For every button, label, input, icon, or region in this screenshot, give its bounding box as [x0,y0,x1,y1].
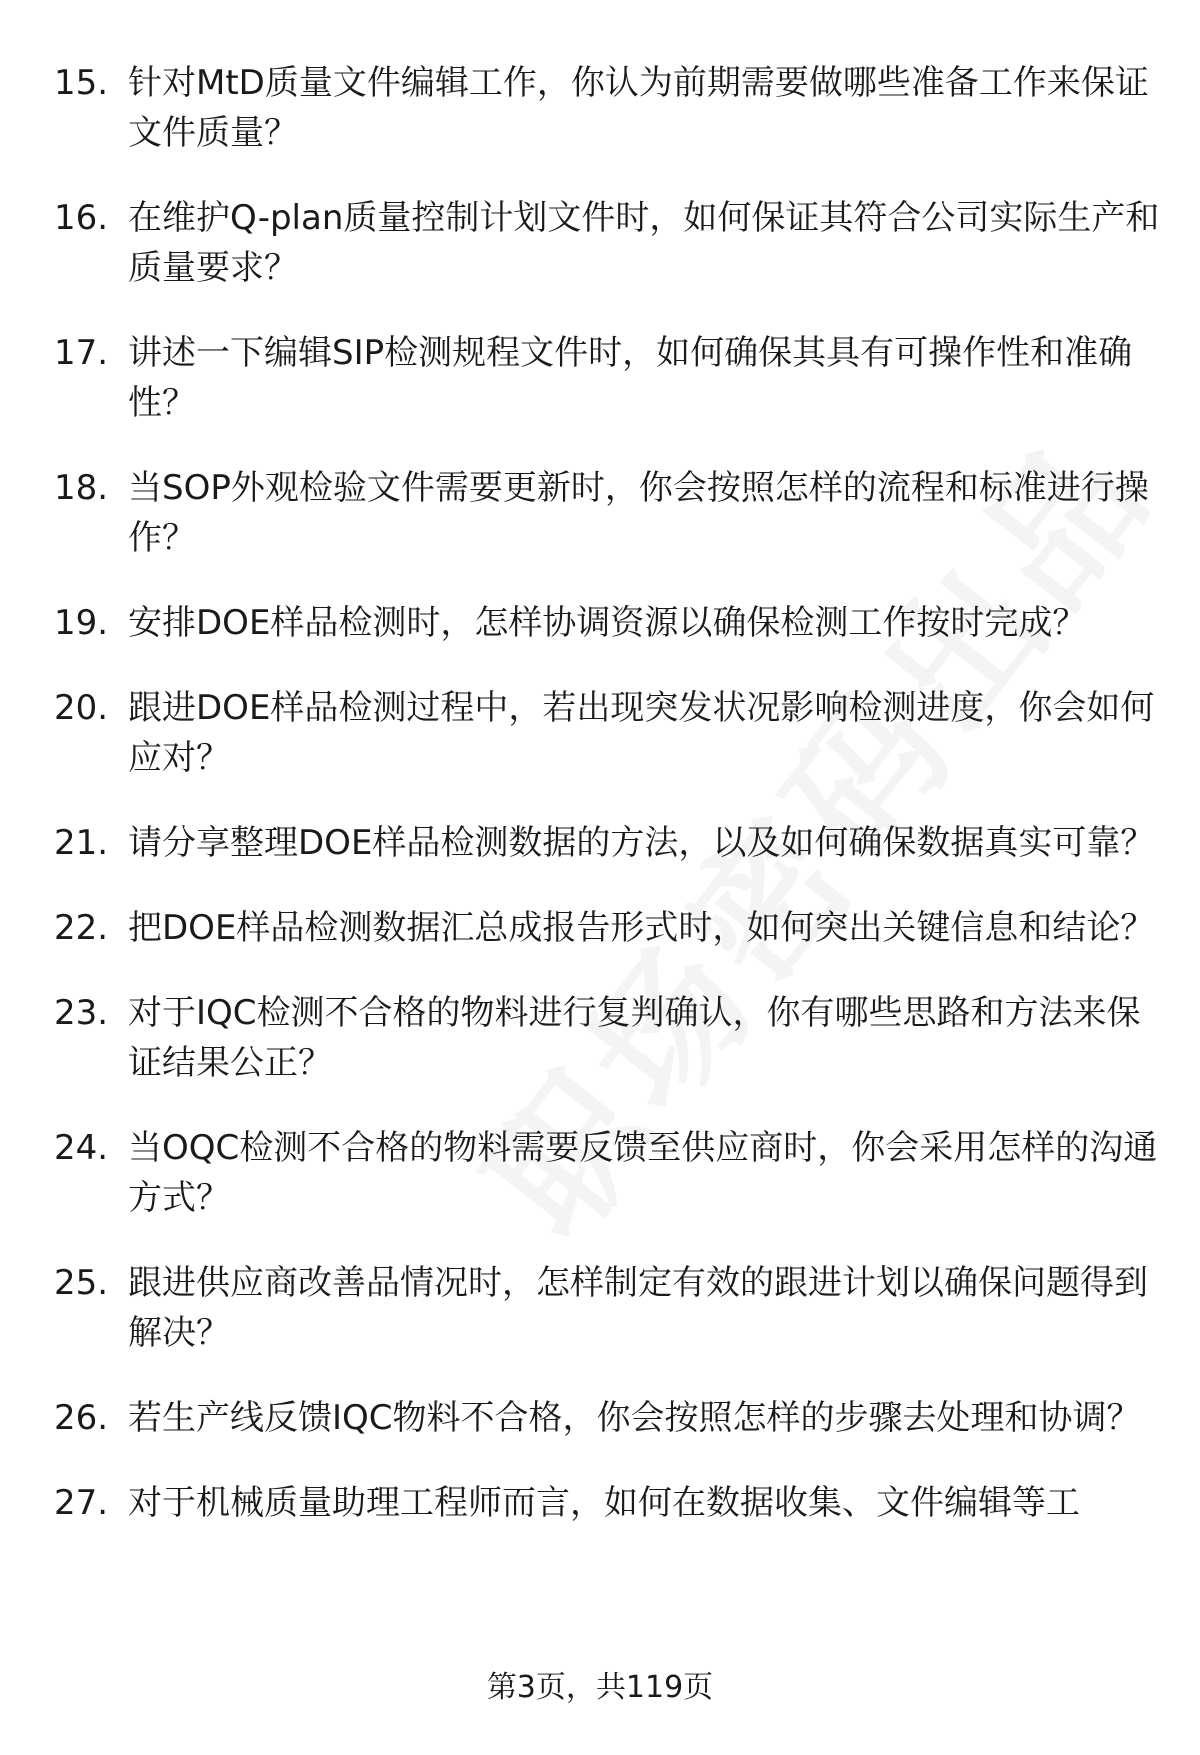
question-item [54,58,1164,158]
question-item [54,903,1164,953]
question-item [54,1478,1164,1528]
question-text: 当SOP外观检验文件需要更新时，你会按照怎样的流程和标准进行操作？ [128,468,1149,558]
question-number: 23. [54,993,109,1033]
question-text: 对于机械质量助理工程师而言，如何在数据收集、文件编辑等工 [128,1483,1080,1523]
question-item [54,1258,1164,1358]
question-item [54,818,1164,868]
question-number: 24. [54,1128,109,1168]
question-text: 把DOE样品检测数据汇总成报告形式时，如何突出关键信息和结论？ [128,908,1155,948]
question-item [54,1393,1164,1443]
question-text: 在维护Q-plan质量控制计划文件时，如何保证其符合公司实际生产和质量要求？ [128,198,1160,288]
question-item [54,1123,1164,1223]
question-item [54,988,1164,1088]
question-text: 讲述一下编辑SIP检测规程文件时，如何确保其具有可操作性和准确性？ [128,333,1133,423]
question-item [54,463,1164,563]
question-number: 27. [54,1483,109,1523]
question-text: 安排DOE样品检测时，怎样协调资源以确保检测工作按时完成？ [128,603,1087,643]
question-list [54,58,1164,1563]
question-text: 对于IQC检测不合格的物料进行复判确认，你有哪些思路和方法来保证结果公正？ [128,993,1141,1083]
question-number: 16. [54,198,109,238]
question-text: 跟进供应商改善品情况时，怎样制定有效的跟进计划以确保问题得到解决？ [128,1263,1148,1353]
page-footer: 第3页，共119页 [486,1670,714,1705]
question-number: 17. [54,333,109,373]
question-number: 15. [54,63,109,103]
question-text: 针对MtD质量文件编辑工作，你认为前期需要做哪些准备工作来保证文件质量？ [128,63,1149,153]
question-item [54,328,1164,428]
question-item [54,598,1164,648]
question-text: 若生产线反馈IQC物料不合格，你会按照怎样的步骤去处理和协调？ [128,1398,1141,1438]
question-number: 20. [54,688,109,728]
question-number: 18. [54,468,109,508]
question-number: 22. [54,908,109,948]
question-text: 跟进DOE样品检测过程中，若出现突发状况影响检测进度，你会如何应对？ [128,688,1155,778]
question-number: 21. [54,823,109,863]
question-text: 当OQC检测不合格的物料需要反馈至供应商时，你会采用怎样的沟通方式？ [128,1128,1158,1218]
question-number: 26. [54,1398,109,1438]
question-item [54,193,1164,293]
question-number: 25. [54,1263,109,1303]
question-number: 19. [54,603,109,643]
question-item [54,683,1164,783]
question-text: 请分享整理DOE样品检测数据的方法，以及如何确保数据真实可靠？ [128,823,1155,863]
